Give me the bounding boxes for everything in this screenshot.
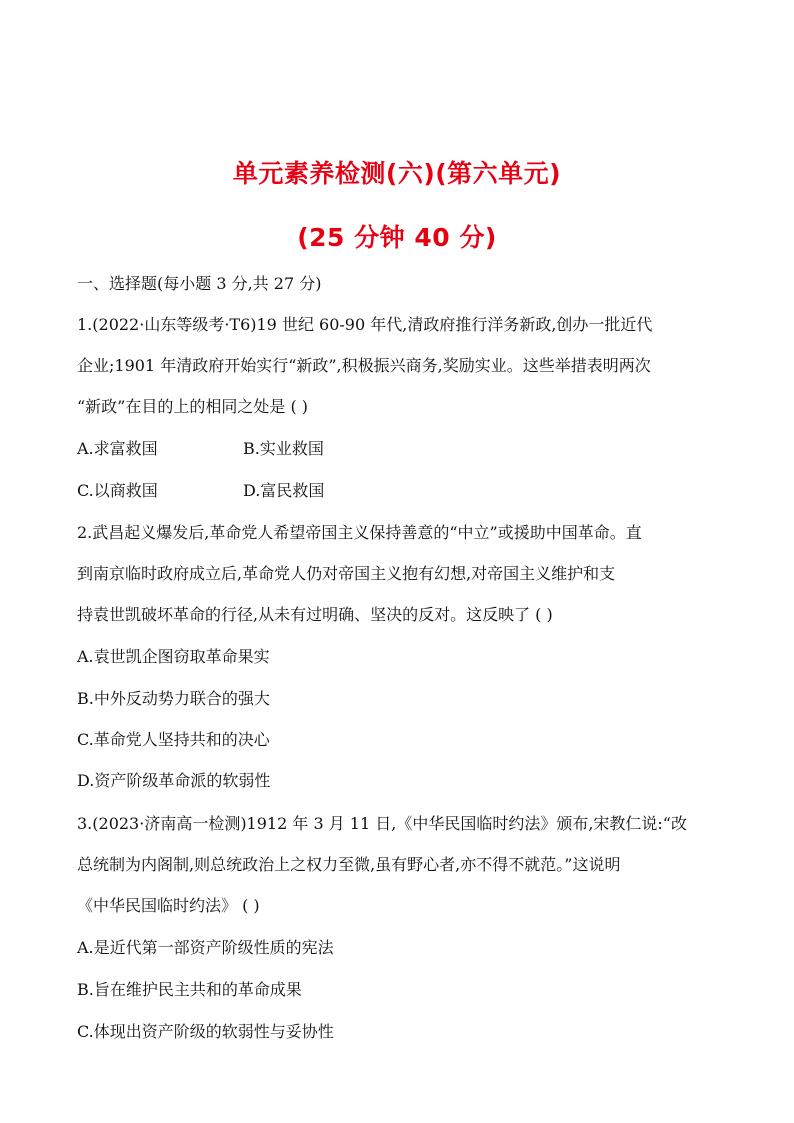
question-2-line-2: 到南京临时政府成立后,革命党人仍对帝国主义抱有幻想,对帝国主义维护和支 [77, 564, 616, 583]
question-2-line-1: 2.武昌起义爆发后,革命党人希望帝国主义保持善意的“中立”或援助中国革命。直 [77, 523, 642, 542]
question-3-option-c: C.体现出资产阶级的软弱性与妥协性 [77, 1022, 334, 1041]
question-1-line-2: 企业;1901 年清政府开始实行“新政”,积极振兴商务,奖励实业。这些举措表明两次 [77, 356, 651, 375]
question-1-option-c: C.以商救国 [77, 481, 158, 500]
question-1-option-a: A.求富救国 [77, 439, 158, 458]
question-1-line-1: 1.(2022·山东等级考·T6)19 世纪 60-90 年代,清政府推行洋务新政,创办一批近代 [77, 315, 653, 334]
question-1-line-3: “新政”在目的上的相同之处是 ( ) [77, 397, 309, 416]
question-1-option-b: B.实业救国 [243, 439, 324, 458]
question-3-line-2: 总统制为内阁制,则总统政治上之权力至微,虽有野心者,亦不得不就范。”这说明 [77, 855, 621, 874]
question-2-option-b: B.中外反动势力联合的强大 [77, 689, 270, 708]
question-2-option-a: A.袁世凯企图窃取革命果实 [77, 647, 270, 666]
section-heading: 一、选择题(每小题 3 分,共 27 分) [77, 274, 322, 293]
page-subtitle: (25 分钟 40 分) [297, 223, 497, 252]
question-3-line-3: 《中华民国临时约法》 ( ) [77, 896, 260, 915]
question-3-option-b: B.旨在维护民主共和的革命成果 [77, 980, 302, 999]
question-1-option-d: D.富民救国 [243, 481, 325, 500]
page-title: 单元素养检测(六)(第六单元) [232, 159, 562, 188]
question-3-line-1: 3.(2023·济南高一检测)1912 年 3 月 11 日,《中华民国临时约法》颁布,宋教仁说:“改 [77, 814, 687, 833]
question-3-option-a: A.是近代第一部资产阶级性质的宪法 [77, 938, 334, 957]
question-2-option-d: D.资产阶级革命派的软弱性 [77, 771, 271, 790]
question-2-option-c: C.革命党人坚持共和的决心 [77, 730, 270, 749]
question-2-line-3: 持袁世凯破坏革命的行径,从未有过明确、坚决的反对。这反映了 ( ) [77, 605, 553, 624]
